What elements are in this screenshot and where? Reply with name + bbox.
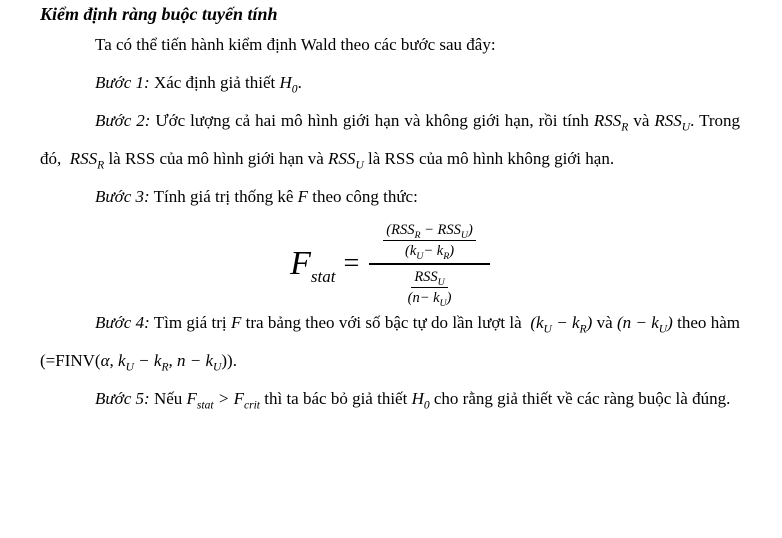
text-run: Ta có thể tiến hành kiểm định Wald theo các bước sau đây: (95, 35, 496, 54)
subscript: R (414, 229, 421, 241)
math-run: ) (586, 313, 593, 332)
f-variable: F (290, 245, 311, 282)
text-run: và (628, 111, 655, 130)
text-run: là RSS của mô hình không giới hạn. (363, 149, 615, 168)
text-run: Ước lượng cả hai mô hình giới hạn và không giới hạn, rồi tính (150, 111, 594, 130)
math-run: − k (423, 242, 444, 259)
text-run: và (592, 313, 617, 332)
text-run: theo công thức: (308, 187, 418, 206)
step-1-label: Bước 1: (95, 73, 150, 92)
subscript: R (97, 158, 105, 172)
subscript: R (621, 120, 629, 134)
math-run: (n − k (616, 313, 659, 332)
text-run: thì ta bác bỏ giả thiết (260, 389, 412, 408)
f-stat-lhs (290, 245, 336, 286)
math-run: ) (449, 242, 455, 259)
subscript: R (161, 360, 169, 374)
f-crit-variable: F (233, 389, 244, 408)
step-5-label: Bước 5: (95, 389, 150, 408)
math-run: ) (667, 313, 673, 332)
subscript: U (125, 360, 134, 374)
rss-u-variable: RSS (328, 149, 356, 168)
step-3-label: Bước 3: (95, 187, 150, 206)
finv-args: α, k (100, 351, 126, 370)
text-run: Tìm giá trị (149, 313, 231, 332)
math-run: (k (530, 313, 544, 332)
finv-args: − k (133, 351, 162, 370)
main-fraction (369, 221, 490, 308)
rss-r-variable: RSS (593, 111, 622, 130)
f-stat-formula (40, 221, 740, 310)
text-run: cho rằng giả thiết về các ràng buộc là đúng. (429, 389, 731, 408)
f-variable: F (230, 313, 242, 332)
math-run: − RSS (420, 221, 461, 238)
fraction-numerator (369, 221, 490, 265)
document-title: Kiểm định ràng buộc tuyến tính (40, 4, 278, 24)
subscript: stat (310, 266, 336, 286)
step-2-label: Bước 2: (95, 111, 151, 130)
subscript: stat (196, 398, 214, 412)
text-run: theo hàm (=FINV( (40, 313, 740, 370)
subscript: U (213, 360, 222, 374)
fraction-denominator (405, 241, 454, 260)
text-run: Nếu (149, 389, 187, 408)
subscript: U (437, 276, 445, 288)
f-variable: F (297, 187, 309, 206)
math-run: ) (446, 290, 452, 307)
greater-than-sign: > (213, 389, 234, 408)
subscript: 0 (423, 398, 430, 412)
rss-u-fraction (407, 268, 452, 310)
subscript: U (416, 250, 424, 262)
fraction-numerator (383, 221, 476, 241)
subscript: crit (243, 398, 261, 412)
math-run: RSS (414, 269, 438, 285)
rss-difference-fraction (383, 221, 476, 260)
equals-sign: = (343, 248, 360, 279)
step-2-paragraph (40, 102, 740, 178)
fraction-numerator (411, 268, 447, 288)
intro-paragraph (40, 26, 740, 64)
subscript: U (543, 322, 552, 336)
text-run: )). (221, 351, 237, 370)
rss-u-variable: RSS (654, 111, 682, 130)
subscript: U (681, 120, 691, 134)
math-run: (n− k (407, 290, 440, 307)
h0-variable: H (279, 73, 292, 92)
h0-variable: H (411, 389, 424, 408)
subscript: R (443, 250, 450, 262)
step-4-paragraph (40, 304, 740, 380)
text-run: . Trong đó, (40, 111, 741, 168)
text-run: Tính giá trị thống kê (149, 187, 298, 206)
step-3-paragraph (40, 178, 740, 216)
text-run: tra bảng theo với số bậc tự do lần lượt là (241, 313, 531, 332)
finv-args: , n − k (168, 351, 214, 370)
subscript: U (355, 158, 364, 172)
step-5-paragraph (40, 380, 740, 418)
subscript: R (579, 322, 587, 336)
math-run: (RSS (386, 221, 415, 238)
fraction-denominator (407, 265, 452, 310)
subscript: U (439, 298, 447, 310)
math-run: ) (468, 221, 473, 238)
rss-r-variable: RSS (69, 149, 98, 168)
subscript: U (460, 229, 468, 241)
math-run: (k (405, 242, 417, 259)
step-4-label: Bước 4: (95, 313, 150, 332)
subscript: 0 (291, 82, 298, 96)
subscript: U (658, 322, 668, 336)
text-run: là RSS của mô hình giới hạn và (104, 149, 329, 168)
math-run: − k (551, 313, 580, 332)
step-1-paragraph (40, 64, 740, 102)
text-run: Xác định giả thiết (149, 73, 280, 92)
f-stat-variable: F (186, 389, 197, 408)
text-run: . (297, 73, 302, 92)
